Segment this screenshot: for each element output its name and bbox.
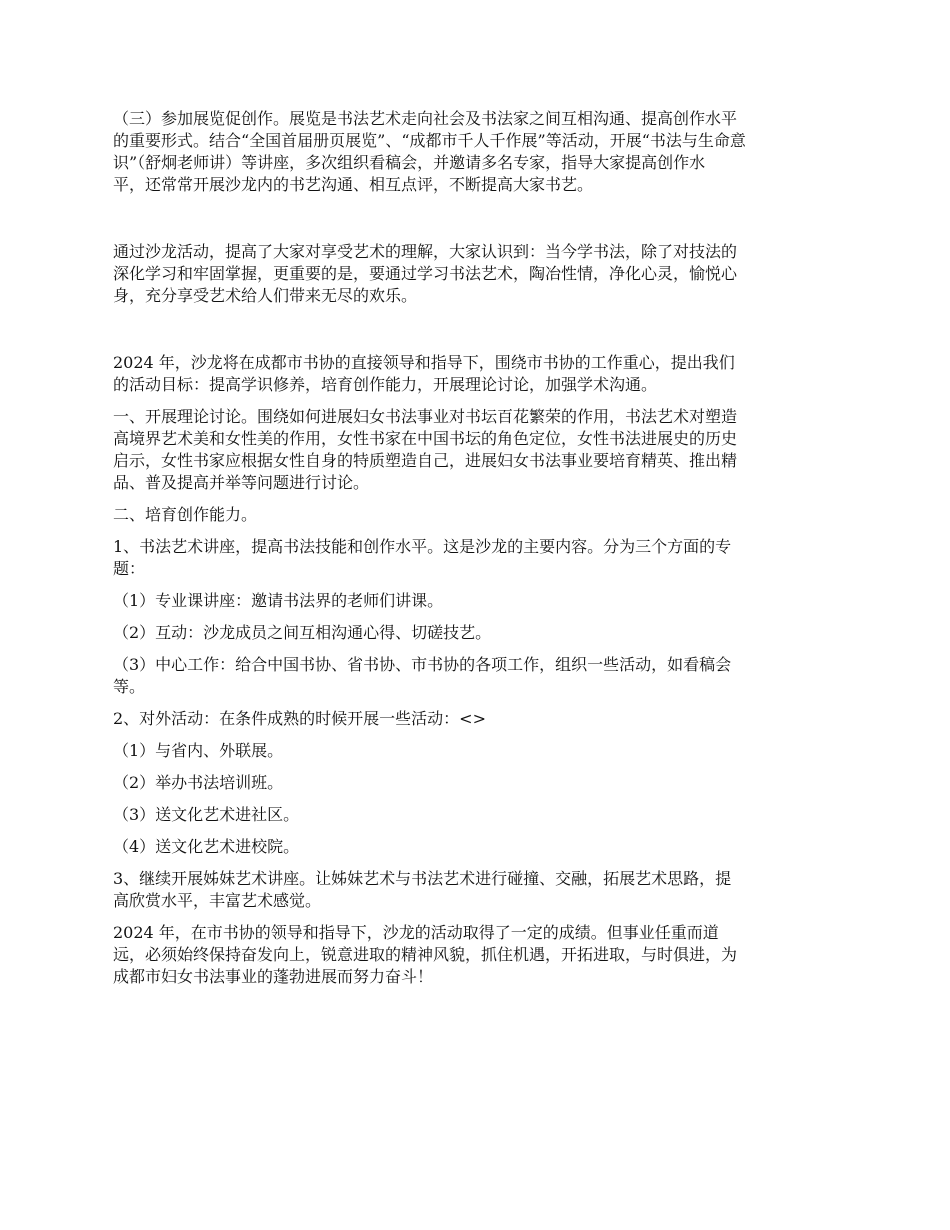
paragraph-external-activities: 2、对外活动：在条件成熟的时候开展一些活动：<> [113,709,486,728]
paragraph-exhibitions: （三）参加展览促创作。展览是书法艺术走向社会及书法家之间互相沟通、提高创作水平 的重要形式。结合“全国首届册页展览”、“成都市千人千作展”等活动，开展“书法与生命意 识”（舒炯老师讲）等讲座，多次组织看稿会，并邀请多名专家，指导大家提高创作水 平，还常常开展沙龙内的书艺沟通、相互点评，不断提高大家书艺。 [113,109,746,194]
list-item-joint-exhibition: （1）与省内、外联展。 [113,741,284,760]
paragraph-creative-ability-heading: 二、培育创作能力。 [113,505,258,524]
paragraph-understanding: 通过沙龙活动，提高了大家对享受艺术的理解，大家认识到：当今学书法，除了对技法的 深化学习和牢固掌握，更重要的是，要通过学习书法艺术，陶冶性情，净化心灵，愉悦心 身，充分享受艺术给人们带来无尽的欢乐。 [113,242,738,305]
paragraph-2024-goals: 2024 年，沙龙将在成都市书协的直接领导和指导下，围绕市书协的工作重心，提出我们 的活动目标：提高学识修养，培育创作能力，开展理论讨论，加强学术沟通。 [113,353,735,394]
list-item-professional-lectures: （1）专业课讲座：邀请书法界的老师们讲课。 [113,591,444,610]
paragraph-theory-discussion: 一、开展理论讨论。围绕如何进展妇女书法事业对书坛百花繁荣的作用，书法艺术对塑造 高境界艺术美和女性美的作用，女性书家在中国书坛的角色定位，女性书法进展史的历史 启示，女性书家应根据女性自身的特质塑造自己，进展妇女书法事业要培育精英、推出精 品、普及提高并举等问题进行讨论。 [113,407,738,492]
paragraph-conclusion: 2024 年，在市书协的领导和指导下，沙龙的活动取得了一定的成绩。但事业任重而道 远，必须始终保持奋发向上，锐意进取的精神风貌，抓住机遇，开拓进取，与时俱进，为 成都市妇女书法事业的蓬勃进展而努力奋斗！ [113,923,738,986]
paragraph-lectures: 1、书法艺术讲座，提高书法技能和创作水平。这是沙龙的主要内容。分为三个方面的专 题： [113,537,732,578]
list-item-interaction: （2）互动：沙龙成员之间互相沟通心得、切磋技艺。 [113,623,492,642]
list-item-schools: （4）送文化艺术进校院。 [113,837,300,856]
paragraph-sister-arts: 3、继续开展姊妹艺术讲座。让姊妹艺术与书法艺术进行碰撞、交融，拓展艺术思路，提 高欣赏水平，丰富艺术感觉。 [113,869,732,910]
list-item-central-work: （3）中心工作：给合中国书协、省书协、市书协的各项工作，组织一些活动，如看稿会 等。 [113,655,732,696]
list-item-training-class: （2）举办书法培训班。 [113,773,284,792]
document-body [113,108,839,998]
list-item-community: （3）送文化艺术进社区。 [113,805,300,824]
